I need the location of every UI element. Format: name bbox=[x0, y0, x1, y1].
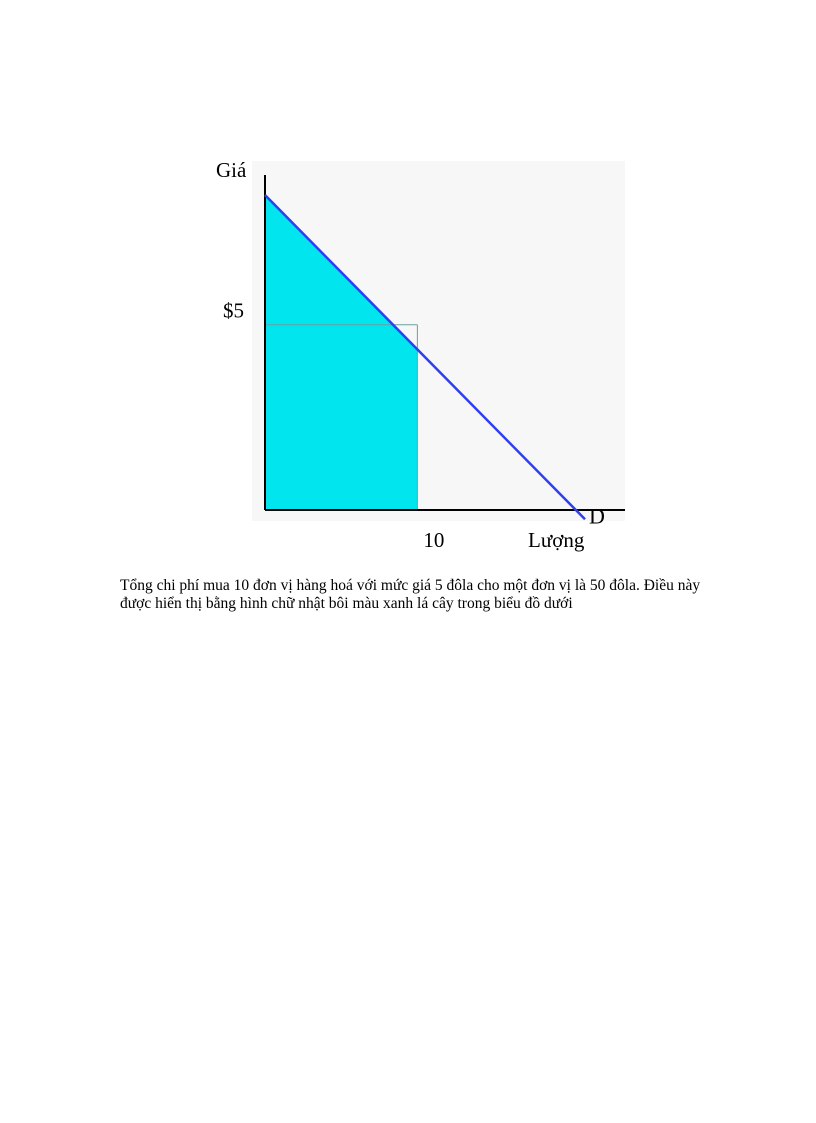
x-tick-label-quantity: 10 bbox=[423, 528, 445, 552]
caption-text: Tổng chi phí mua 10 đơn vị hàng hoá với mức giá 5 đôla cho một đơn vị là 50 đôla. Điều này được hiển thị bằng hình chữ nhật bôi màu xanh lá cây trong biểu đồ dưới bbox=[120, 577, 701, 612]
shaded-area-under-demand bbox=[265, 195, 417, 510]
demand-series-label: D bbox=[589, 503, 605, 529]
y-tick-label-price: $5 bbox=[223, 298, 244, 323]
demand-chart bbox=[200, 155, 630, 555]
chart-svg bbox=[200, 155, 630, 555]
x-axis-label: Lượng bbox=[528, 528, 585, 552]
y-axis-label: Giá bbox=[216, 158, 247, 182]
